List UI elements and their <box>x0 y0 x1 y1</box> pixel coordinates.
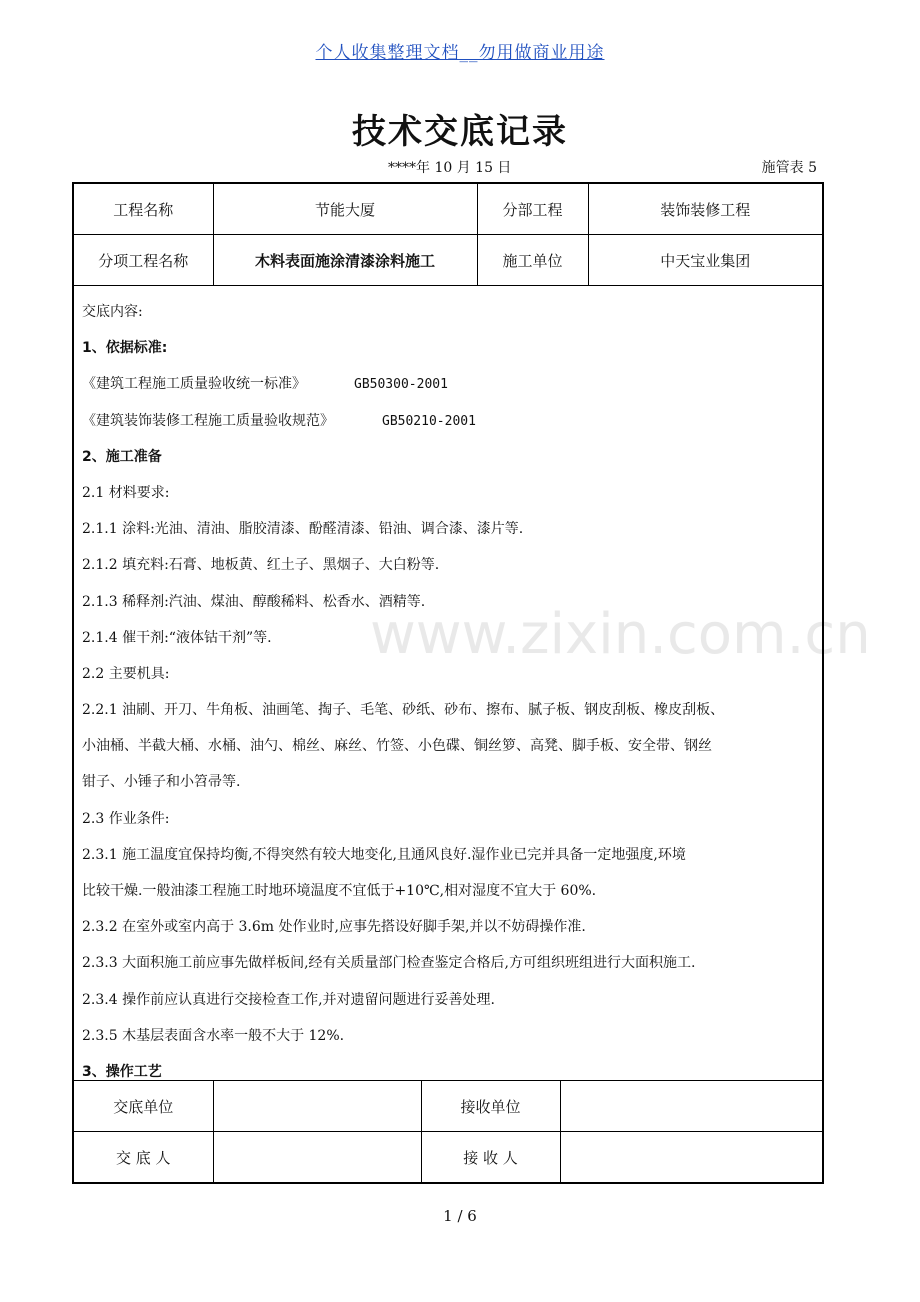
content-line-text: 小油桶、半截大桶、水桶、油勺、棉丝、麻丝、竹签、小色碟、铜丝箩、高凳、脚手板、安全带、钢丝 <box>82 738 712 755</box>
content-line <box>82 909 816 945</box>
unit-label: 施工单位 <box>477 235 588 286</box>
content-line <box>82 475 816 511</box>
content-line <box>82 330 816 366</box>
content-line <box>82 873 816 909</box>
content-line-text: 2.1.4 催干剂:“液体钴干剂”等. <box>82 629 272 646</box>
unit-value: 中天宝业集团 <box>588 235 822 286</box>
content-line <box>82 511 816 547</box>
content-line-text: 交底内容: <box>82 304 143 320</box>
disclosure-content <box>74 288 822 1084</box>
content-line-text: 2.1.2 填充料:石膏、地板黄、红土子、黑烟子、大白粉等. <box>82 557 440 574</box>
record-sheet <box>72 182 824 1184</box>
project-name-value: 节能大厦 <box>213 184 477 235</box>
content-line <box>82 656 816 692</box>
project-info-table <box>74 184 822 286</box>
content-line-text: 比较干燥.一般油漆工程施工时地环境温度不宜低于+10℃,相对湿度不宜大于 60%. <box>82 883 597 899</box>
content-line <box>82 982 816 1018</box>
page-number: 1 / 6 <box>443 1207 477 1225</box>
document-title: 技术交底记录 <box>352 112 568 152</box>
standard-code: GB50300-2001 <box>354 377 448 393</box>
content-line-text: 3、操作工艺 <box>82 1063 162 1080</box>
content-line-text: 2.3.3 大面积施工前应事先做样板间,经有关质量部门检查鉴定合格后,方可组织班组进行大面积施工. <box>82 955 696 972</box>
content-line-text: 2.1.3 稀释剂:汽油、煤油、醇酸稀料、松香水、酒精等. <box>82 593 426 610</box>
content-line-text: 2.3.1 施工温度宜保持均衡,不得突然有较大地变化,且通风良好.湿作业已完并具备一定地强度,环境 <box>82 846 686 863</box>
top-watermark: 个人收集整理文档__勿用做商业用途 <box>315 43 605 63</box>
signoff-table <box>74 1080 822 1182</box>
site-watermark: www.zixin.com.cn <box>370 602 871 667</box>
content-line-text: 2.1 材料要求: <box>82 484 170 501</box>
handover-person-label: 交 底 人 <box>74 1132 213 1183</box>
content-line-text: 2.3 作业条件: <box>82 810 170 827</box>
form-number: 施管表 5 <box>761 160 817 176</box>
content-line <box>82 692 816 728</box>
content-line <box>82 764 816 800</box>
content-line-text: 《建筑装饰装修工程施工质量验收规范》 <box>82 412 334 429</box>
content-line-text: 2.2.1 油刷、开刀、牛角板、油画笔、掏子、毛笔、砂纸、砂布、擦布、腻子板、钢皮刮板、橡皮刮板、 <box>82 702 725 719</box>
handover-person-field[interactable] <box>213 1132 421 1183</box>
table-row <box>74 1132 822 1183</box>
table-row <box>74 1081 822 1132</box>
division-value: 装饰装修工程 <box>588 184 822 235</box>
content-line-text: 《建筑工程施工质量验收统一标准》 <box>82 376 306 393</box>
table-row <box>74 235 822 286</box>
content-line <box>82 837 816 873</box>
receiver-unit-field[interactable] <box>560 1081 822 1132</box>
content-line <box>82 584 816 620</box>
content-line <box>82 1018 816 1054</box>
project-name-label: 工程名称 <box>74 184 213 235</box>
content-line <box>82 547 816 583</box>
receiver-person-field[interactable] <box>560 1132 822 1183</box>
content-line <box>82 403 816 439</box>
content-line <box>82 620 816 656</box>
content-line <box>82 945 816 981</box>
subitem-value: 木料表面施涂清漆涂料施工 <box>213 235 477 286</box>
content-line-text: 2.3.5 木基层表面含水率一般不大于 12%. <box>82 1027 345 1044</box>
content-line-text: 2.3.2 在室外或室内高于 3.6m 处作业时,应事先搭设好脚手架,并以不妨碍操作准. <box>82 919 586 936</box>
division-label: 分部工程 <box>477 184 588 235</box>
receiver-unit-label: 接收单位 <box>421 1081 560 1132</box>
content-line <box>82 366 816 402</box>
signoff-section <box>74 1080 822 1182</box>
content-line <box>82 728 816 764</box>
content-line-text: 1、依据标准: <box>82 340 168 357</box>
table-row <box>74 184 822 235</box>
content-line-text: 2、施工准备 <box>82 448 162 465</box>
content-line-text: 2.1.1 涂料:光油、清油、脂胶清漆、酚醛清漆、铅油、调合漆、漆片等. <box>82 521 524 538</box>
content-line-text: 钳子、小锤子和小笤帚等. <box>82 774 241 791</box>
standard-code: GB50210-2001 <box>382 413 476 429</box>
content-line <box>82 801 816 837</box>
receiver-person-label: 接 收 人 <box>421 1132 560 1183</box>
handover-unit-field[interactable] <box>213 1081 421 1132</box>
handover-unit-label: 交底单位 <box>74 1081 213 1132</box>
content-line-text: 2.3.4 操作前应认真进行交接检查工作,并对遗留问题进行妥善处理. <box>82 991 495 1008</box>
content-line <box>82 294 816 330</box>
content-line <box>82 439 816 475</box>
subitem-label: 分项工程名称 <box>74 235 213 286</box>
document-date: ****年 10 月 15 日 <box>388 160 512 176</box>
content-line-text: 2.2 主要机具: <box>82 665 170 682</box>
